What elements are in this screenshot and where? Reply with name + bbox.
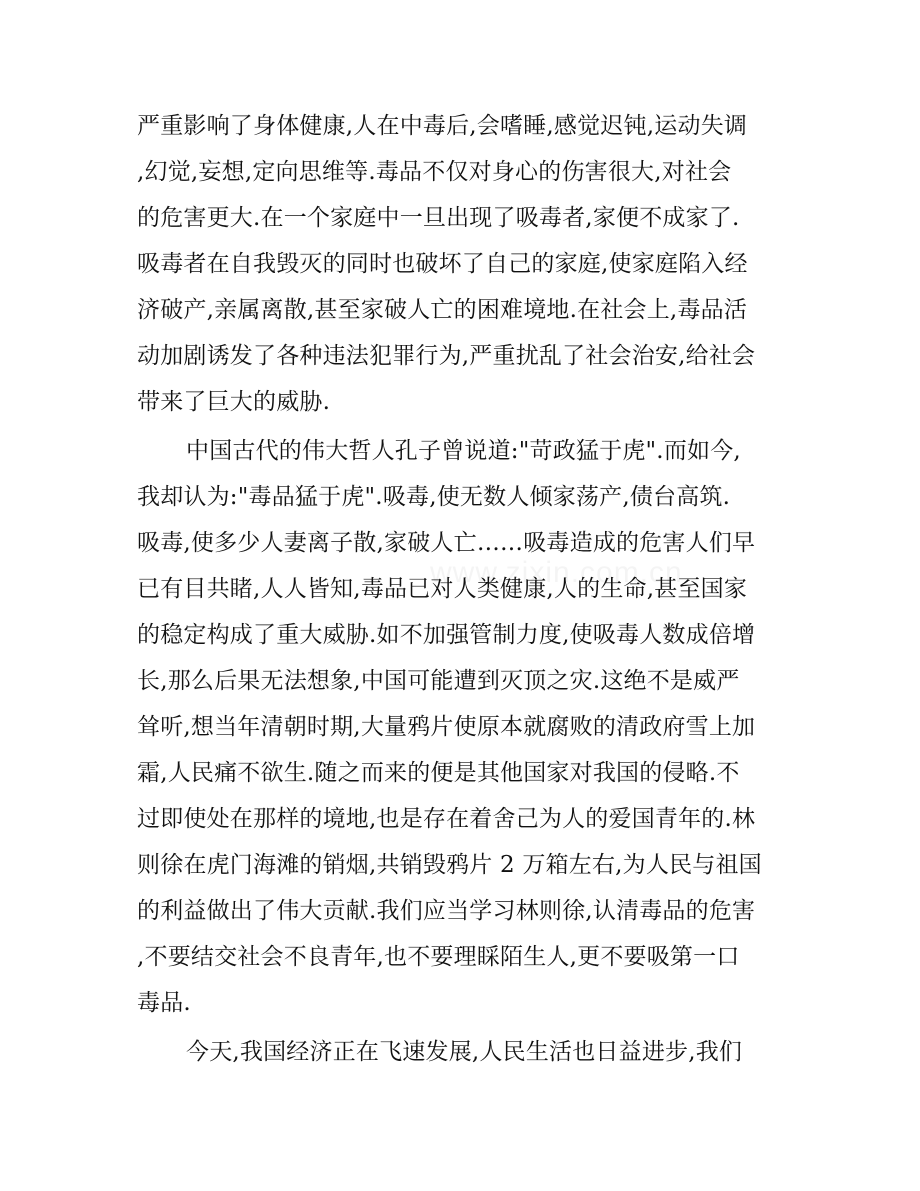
text-line: 长,那么后果无法想象,中国可能遭到灭顶之灾.这绝不是威严: [137, 668, 740, 694]
text-line: 吸毒,使多少人妻离子散,家破人亡……吸毒造成的危害人们早: [137, 530, 756, 556]
text-line: 中国古代的伟大哲人孔子曾说道:"苛政猛于虎".而如今,: [186, 438, 741, 464]
watermark: [430, 556, 683, 590]
text-line: 则徐在虎门海滩的销烟,共销毁鸦片 2 万箱左右,为人民与祖国: [137, 852, 762, 878]
text-line: 今天,我国经济正在飞速发展,人民生活也日益进步,我们: [186, 1039, 743, 1065]
text-line: 严重影响了身体健康,人在中毒后,会嗜睡,感觉迟钝,运动失调: [137, 113, 748, 139]
text-line: 动加剧诱发了各种违法犯罪行为,严重扰乱了社会治安,给社会: [137, 343, 756, 369]
text-line: ,不要结交社会不良青年,也不要理睬陌生人,更不要吸第一口: [137, 944, 740, 970]
text-line: 过即使处在那样的境地,也是存在着舍己为人的爱国青年的.林: [137, 806, 756, 832]
text-line: 已有目共睹,人人皆知,毒品已对人类健康,人的生命,甚至国家: [137, 576, 748, 602]
text-line: 的稳定构成了重大威胁.如不加强管制力度,使吸毒人数成倍增: [137, 622, 756, 648]
text-line: 我却认为:"毒品猛于虎".吸毒,使无数人倾家荡产,债台高筑.: [137, 484, 731, 510]
text-line: 吸毒者在自我毁灭的同时也破坏了自己的家庭,使家庭陷入经: [137, 251, 748, 277]
text-line: 耸听,想当年清朝时期,大量鸦片使原本就腐败的清政府雪上加: [137, 714, 756, 740]
text-line: 的利益做出了伟大贡献.我们应当学习林则徐,认清毒品的危害: [137, 898, 756, 924]
text-line: 带来了巨大的威胁.: [137, 389, 331, 415]
text-line: 的危害更大.在一个家庭中一旦出现了吸毒者,家便不成家了.: [137, 205, 740, 231]
text-line: 霜,人民痛不欲生.随之而来的便是其他国家对我国的侵略.不: [137, 760, 740, 786]
text-line: 毒品.: [137, 990, 191, 1016]
text-line: 济破产,亲属离散,甚至家破人亡的困难境地.在社会上,毒品活: [137, 297, 748, 323]
text-line: ,幻觉,妄想,定向思维等.毒品不仅对身心的伤害很大,对社会: [137, 159, 732, 185]
